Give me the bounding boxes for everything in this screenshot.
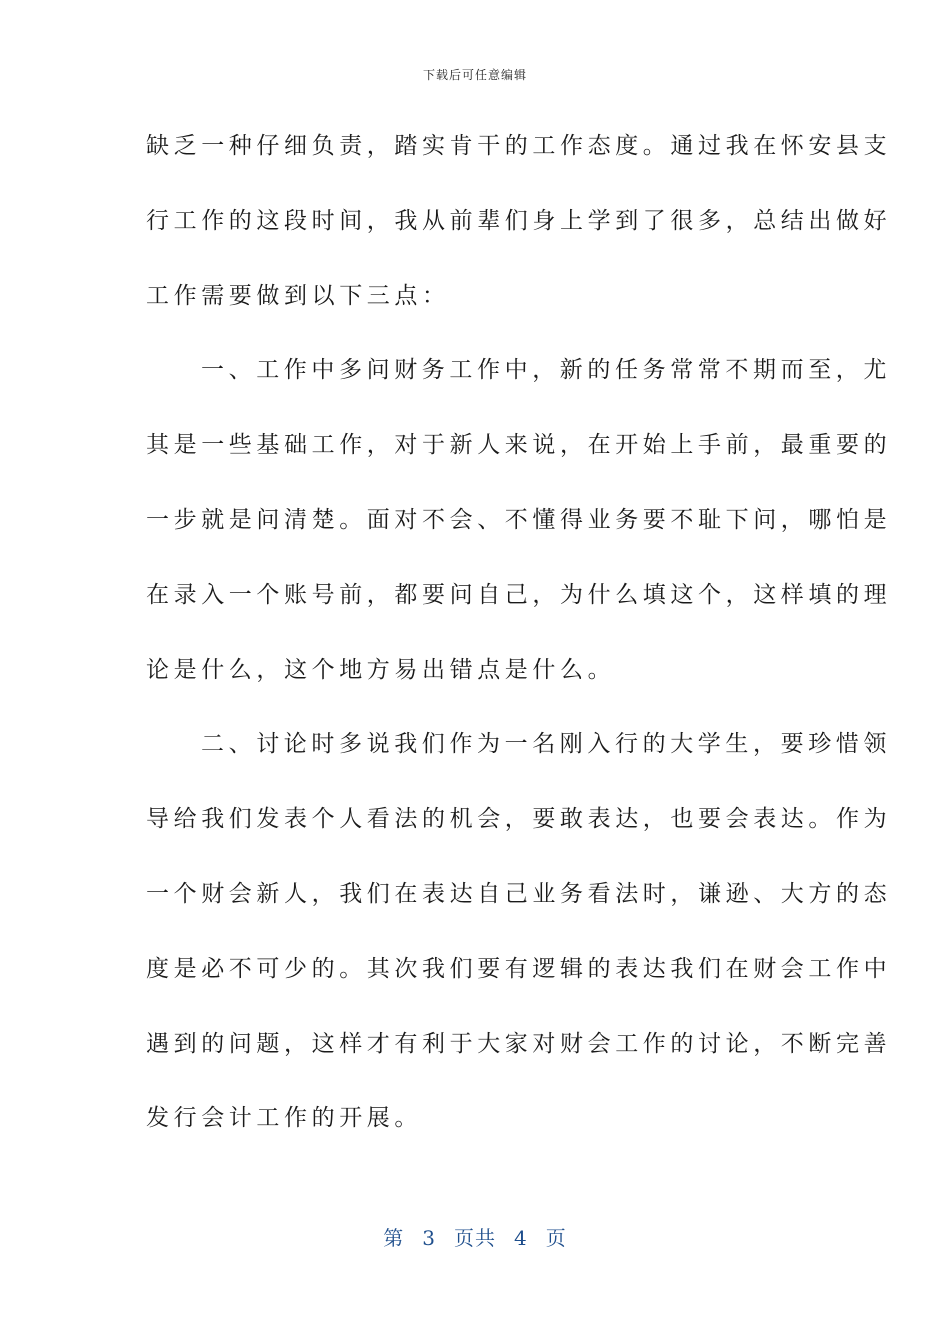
text-line: 导给我们发表个人看法的机会，要敢表达，也要会表达。作为	[146, 806, 892, 833]
footer-suffix: 页	[545, 1226, 567, 1250]
text-line: 工作需要做到以下三点：	[146, 282, 450, 309]
text-line: 一步就是问清楚。面对不会、不懂得业务要不耻下问，哪怕是	[146, 506, 892, 533]
text-line: 遇到的问题，这样才有利于大家对财会工作的讨论，不断完善	[146, 1030, 892, 1057]
page-footer	[0, 1222, 950, 1251]
paragraph-heading-line: 二、讨论时多说我们作为一名刚入行的大学生，要珍惜领	[201, 731, 891, 758]
footer-prefix: 第	[383, 1226, 405, 1250]
paragraph-heading-line: 一、工作中多问财务工作中，新的任务常常不期而至，尤	[201, 357, 891, 384]
text-line: 在录入一个账号前，都要问自己，为什么填这个，这样填的理	[146, 581, 892, 608]
text-line: 其是一些基础工作，对于新人来说，在开始上手前，最重要的	[146, 432, 892, 459]
text-line: 度是必不可少的。其次我们要有逻辑的表达我们在财会工作中	[146, 955, 892, 982]
document-body	[146, 122, 892, 1169]
page-header: 下载后可任意编辑	[422, 68, 527, 82]
text-line: 论是什么，这个地方易出错点是什么。	[146, 656, 616, 683]
text-line: 缺乏一种仔细负责，踏实肯干的工作态度。通过我在怀安县支	[146, 133, 892, 159]
text-line: 发行会计工作的开展。	[146, 1105, 422, 1132]
text-line: 一个财会新人，我们在表达自己业务看法时，谦逊、大方的态	[146, 880, 892, 907]
total-pages-number: 4	[514, 1226, 528, 1250]
footer-middle: 页共	[454, 1226, 496, 1250]
current-page-number: 3	[422, 1226, 436, 1250]
text-line: 行工作的这段时间，我从前辈们身上学到了很多，总结出做好	[146, 207, 892, 234]
